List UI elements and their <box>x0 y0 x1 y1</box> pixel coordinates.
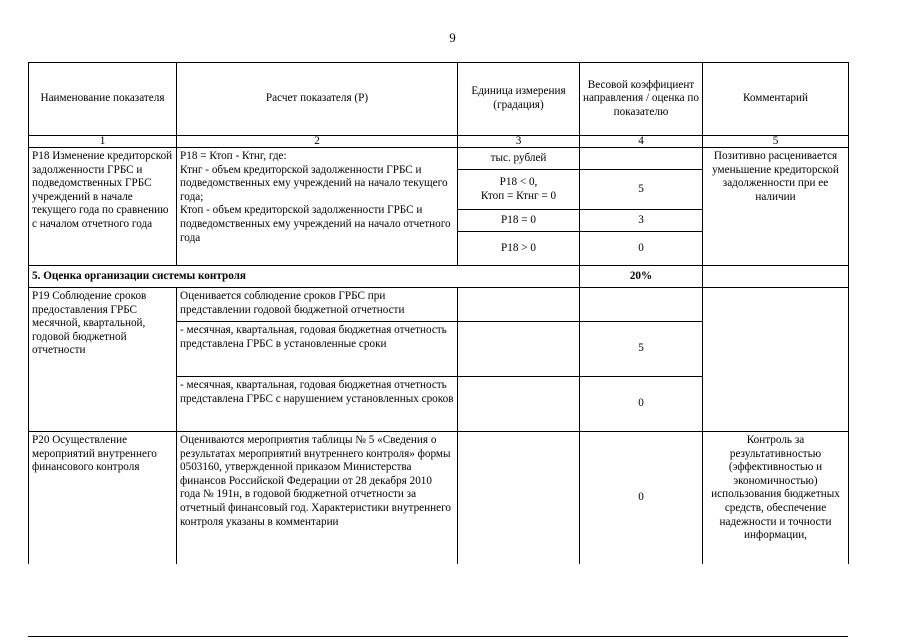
section-row <box>29 266 849 288</box>
p19-comment <box>703 288 849 432</box>
page-number: 9 <box>449 30 456 45</box>
p19-score-3: 0 <box>580 377 703 432</box>
p19-name: Р19 Соблюдение сроков предоставления ГРБС месячной, квартальной, годовой бюджетной отчетности <box>29 288 177 432</box>
p19-calculation-2: - месячная, квартальная, годовая бюджетная отчетность представлена ГРБС в установленные сроки <box>177 322 458 377</box>
p18-gradation-3: Р18 > 0 <box>458 232 580 266</box>
p19-calculation-3: - месячная, квартальная, годовая бюджетная отчетность представлена ГРБС с нарушением установленных сроков <box>177 377 458 432</box>
header-unit: Единица измерения (градация) <box>458 63 580 136</box>
header-indicator-name: Наименование показателя <box>29 63 177 136</box>
indicators-table <box>28 62 849 564</box>
header-weight: Весовой коэффициент направления / оценка по показателю <box>580 63 703 136</box>
column-number: 2 <box>177 136 458 148</box>
p18-gradation-1: Р18 < 0, Ктоп = Ктнг = 0 <box>458 170 580 210</box>
table-row <box>29 148 849 170</box>
p18-unit: тыс. рублей <box>458 148 580 170</box>
section-5-weight: 20% <box>580 266 703 288</box>
p19-unit-3 <box>458 377 580 432</box>
table-header-row <box>29 63 849 136</box>
p19-calculation-1: Оценивается соблюдение сроков ГРБС при представлении годовой бюджетной отчетности <box>177 288 458 322</box>
p18-gradation-2: Р18 = 0 <box>458 210 580 232</box>
p19-unit-1 <box>458 288 580 322</box>
column-number: 3 <box>458 136 580 148</box>
header-calculation: Расчет показателя (Р) <box>177 63 458 136</box>
section-5-title: 5. Оценка организации системы контроля <box>29 266 580 288</box>
table-row <box>29 288 849 322</box>
page-bottom-rule <box>28 636 848 637</box>
p18-score-2: 3 <box>580 210 703 232</box>
p20-comment: Контроль за результативностью (эффективностью и экономичностью) использования бюджетных средств, обеспечение надежности и точности информации, <box>703 432 849 564</box>
table-row <box>29 432 849 564</box>
column-number: 1 <box>29 136 177 148</box>
p20-calculation: Оцениваются мероприятия таблицы № 5 «Сведения о результатах мероприятий внутреннего контроля» формы 0503160, утвержденной приказом Министерства финансов Российской Федерации от 28 декабря 2010 года № 191н, в годовой бюджетной отчетности за отчетный финансовый год. Характеристики внутреннего контроля указаны в комментарии <box>177 432 458 564</box>
p18-comment: Позитивно расценивается уменьшение кредиторской задолженности при ее наличии <box>703 148 849 266</box>
p20-score: 0 <box>580 432 703 564</box>
section-5-comment <box>703 266 849 288</box>
p18-score-1: 5 <box>580 170 703 210</box>
p19-score-2: 5 <box>580 322 703 377</box>
p19-score-1 <box>580 288 703 322</box>
p19-unit-2 <box>458 322 580 377</box>
p18-calculation: Р18 = Ктоп - Ктнг, где: Ктнг - объем кредиторской задолженности ГРБС и подведомственных ему учреждений на начало текущего года; Ктоп - объем кредиторской задолженности ГРБС и подведомственных ему учреждений на начало отчетного года <box>177 148 458 266</box>
p18-unit-score <box>580 148 703 170</box>
header-comment: Комментарий <box>703 63 849 136</box>
p20-unit <box>458 432 580 564</box>
p20-name: Р20 Осуществление мероприятий внутреннего финансового контроля <box>29 432 177 564</box>
column-numbers-row <box>29 136 849 148</box>
p18-name: Р18 Изменение кредиторской задолженности ГРБС и подведомственных ГРБС учреждений в начале текущего года по сравнению с началом отчетного года <box>29 148 177 266</box>
column-number: 4 <box>580 136 703 148</box>
column-number: 5 <box>703 136 849 148</box>
p18-score-3: 0 <box>580 232 703 266</box>
